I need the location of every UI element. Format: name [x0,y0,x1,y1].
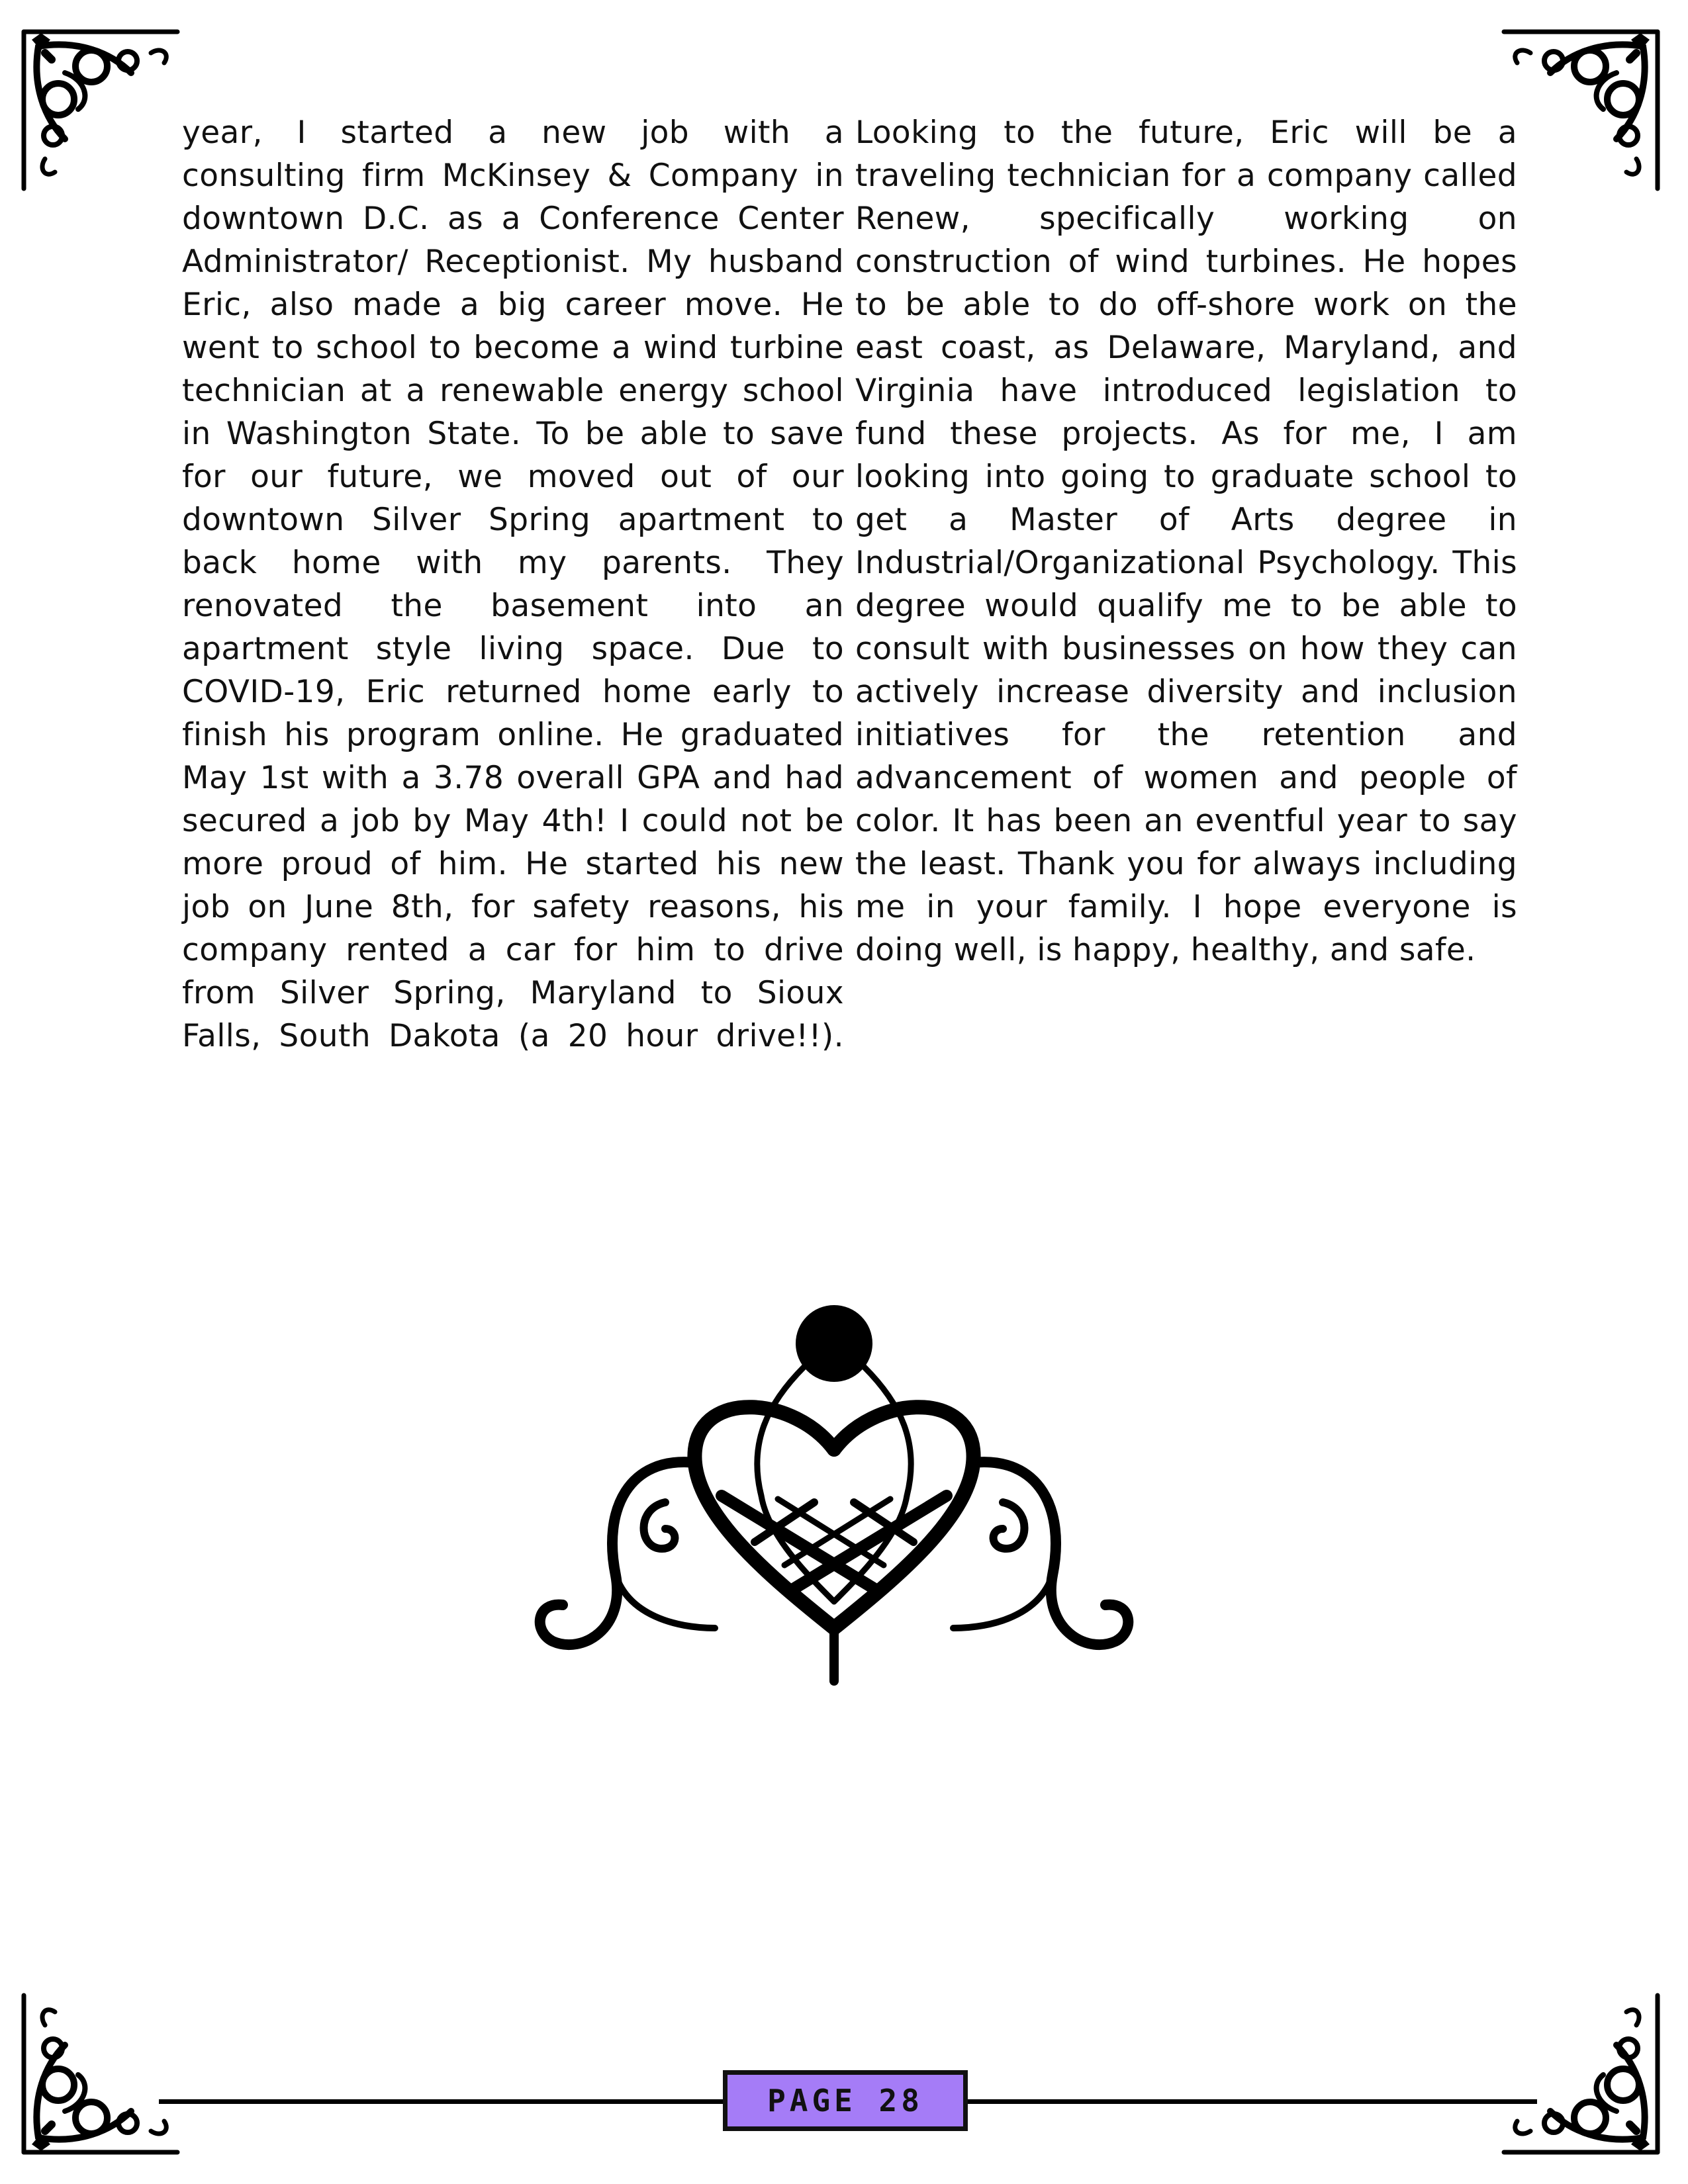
footer-rule-left [159,2099,723,2104]
scroll-corner-icon [1497,1992,1663,2158]
footer-rule-right [968,2099,1537,2104]
page-number-badge [723,2070,968,2131]
heart-flourish-icon [530,1297,1139,1694]
scroll-corner-icon [19,26,184,192]
page-number-label: PAGE 28 [767,2083,923,2118]
scroll-corner-icon [19,1992,184,2158]
scroll-corner-icon [1497,26,1663,192]
text-column-right: Looking to the future, Eric will be a traveling technician for a company called Renew, specifically working on construction of wind turbines. He hopes to be able to do off-shore work on the east coast, as Delaware, Maryland, and Virginia have introduced legislation to fund these projects. As for me, I am looking into going to graduate school to get a Master of Arts degree in Industrial/Organizational Psychology. This degree would qualify me to be able to consult with businesses on how they can actively increase diversity and inclusion initiatives for the retention and advancement of women and people of color. It has been an eventful year to say the least. Thank you for always including me in your family. I hope everyone is doing well, is happy, healthy, and safe. [855,114,1517,968]
text-column-left: year, I started a new job with a consulting firm McKinsey & Company in downtown D.C. as a Conference Center Administrator/ Receptionist. My husband Eric, also made a big career move. He went to school to become a wind turbine technician at a renewable energy school in Washington State. To be able to save for our future, we moved out of our downtown Silver Spring apartment to back home with my parents. They renovated the basement into an apartment style living space. Due to COVID-19, Eric returned home early to finish his program online. He graduated May 1st with a 3.78 overall GPA and had secured a job by May 4th! I could not be more proud of him. He started his new job on June 8th, for safety reasons, his company rented a car for him to drive from Silver Spring, Maryland to Sioux Falls, South Dakota (a 20 hour drive!!). [182,114,844,1054]
